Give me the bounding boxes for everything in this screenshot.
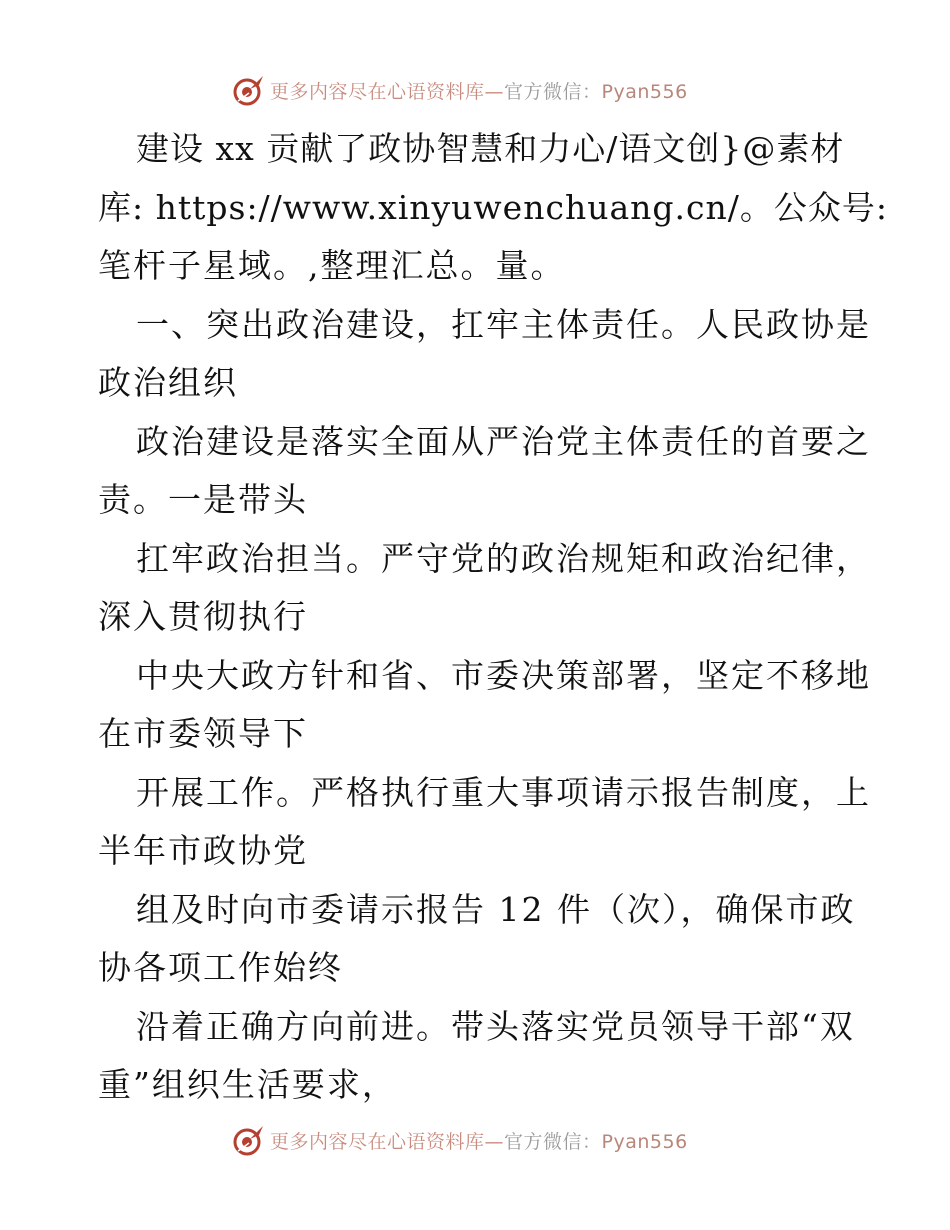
text-line: 责。一是带头 — [98, 480, 308, 519]
banner-label: 官方微信： — [504, 80, 602, 103]
banner-label: 官方微信： — [504, 1130, 602, 1153]
text-line: 政治组织 — [98, 363, 238, 402]
document-body — [98, 120, 888, 1115]
quill-logo-icon — [232, 73, 266, 107]
text-line: 建设 xx 贡献了政协智慧和力心/语文创}@素材 — [136, 129, 845, 168]
text-line: 笔杆子星域。,整理汇总。量。 — [98, 246, 566, 285]
text-line: 开展工作。严格执行重大事项请示报告制度，上 — [136, 772, 871, 812]
quill-logo-icon — [232, 1123, 266, 1157]
banner-separator: — — [484, 1130, 505, 1153]
text-line: 中央大政方针和省、市委决策部署，坚定不移地 — [136, 655, 871, 695]
text-line: 一、突出政治建设，扛牢主体责任。人民政协是 — [136, 304, 871, 344]
text-line: 半年市政协党 — [98, 831, 308, 870]
text-line: 深入贯彻执行 — [98, 597, 308, 636]
text-line: 沿着正确方向前进。带头落实党员领导干部“双 — [136, 1006, 855, 1046]
text-line: 库: https://www.xinyuwenchuang.cn/。公众号: — [98, 187, 888, 227]
banner-text — [270, 1127, 688, 1154]
footer-banner — [232, 1122, 732, 1158]
banner-prefix: 更多内容尽在心语资料库 — [270, 1130, 485, 1153]
banner-separator: — — [484, 80, 505, 103]
text-line: 在市委领导下 — [98, 714, 308, 753]
banner-wechat-id: Pyan556 — [601, 1130, 688, 1153]
banner-text — [270, 77, 688, 104]
text-line: 组及时向市委请示报告 12 件（次），确保市政 — [136, 889, 856, 929]
text-line: 重”组织生活要求， — [98, 1065, 397, 1104]
banner-prefix: 更多内容尽在心语资料库 — [270, 80, 485, 103]
header-banner — [232, 72, 732, 108]
text-line: 扛牢政治担当。严守党的政治规矩和政治纪律， — [136, 538, 871, 578]
banner-wechat-id: Pyan556 — [601, 80, 688, 103]
text-line: 政治建设是落实全面从严治党主体责任的首要之 — [136, 421, 871, 461]
text-line: 协各项工作始终 — [98, 948, 343, 987]
